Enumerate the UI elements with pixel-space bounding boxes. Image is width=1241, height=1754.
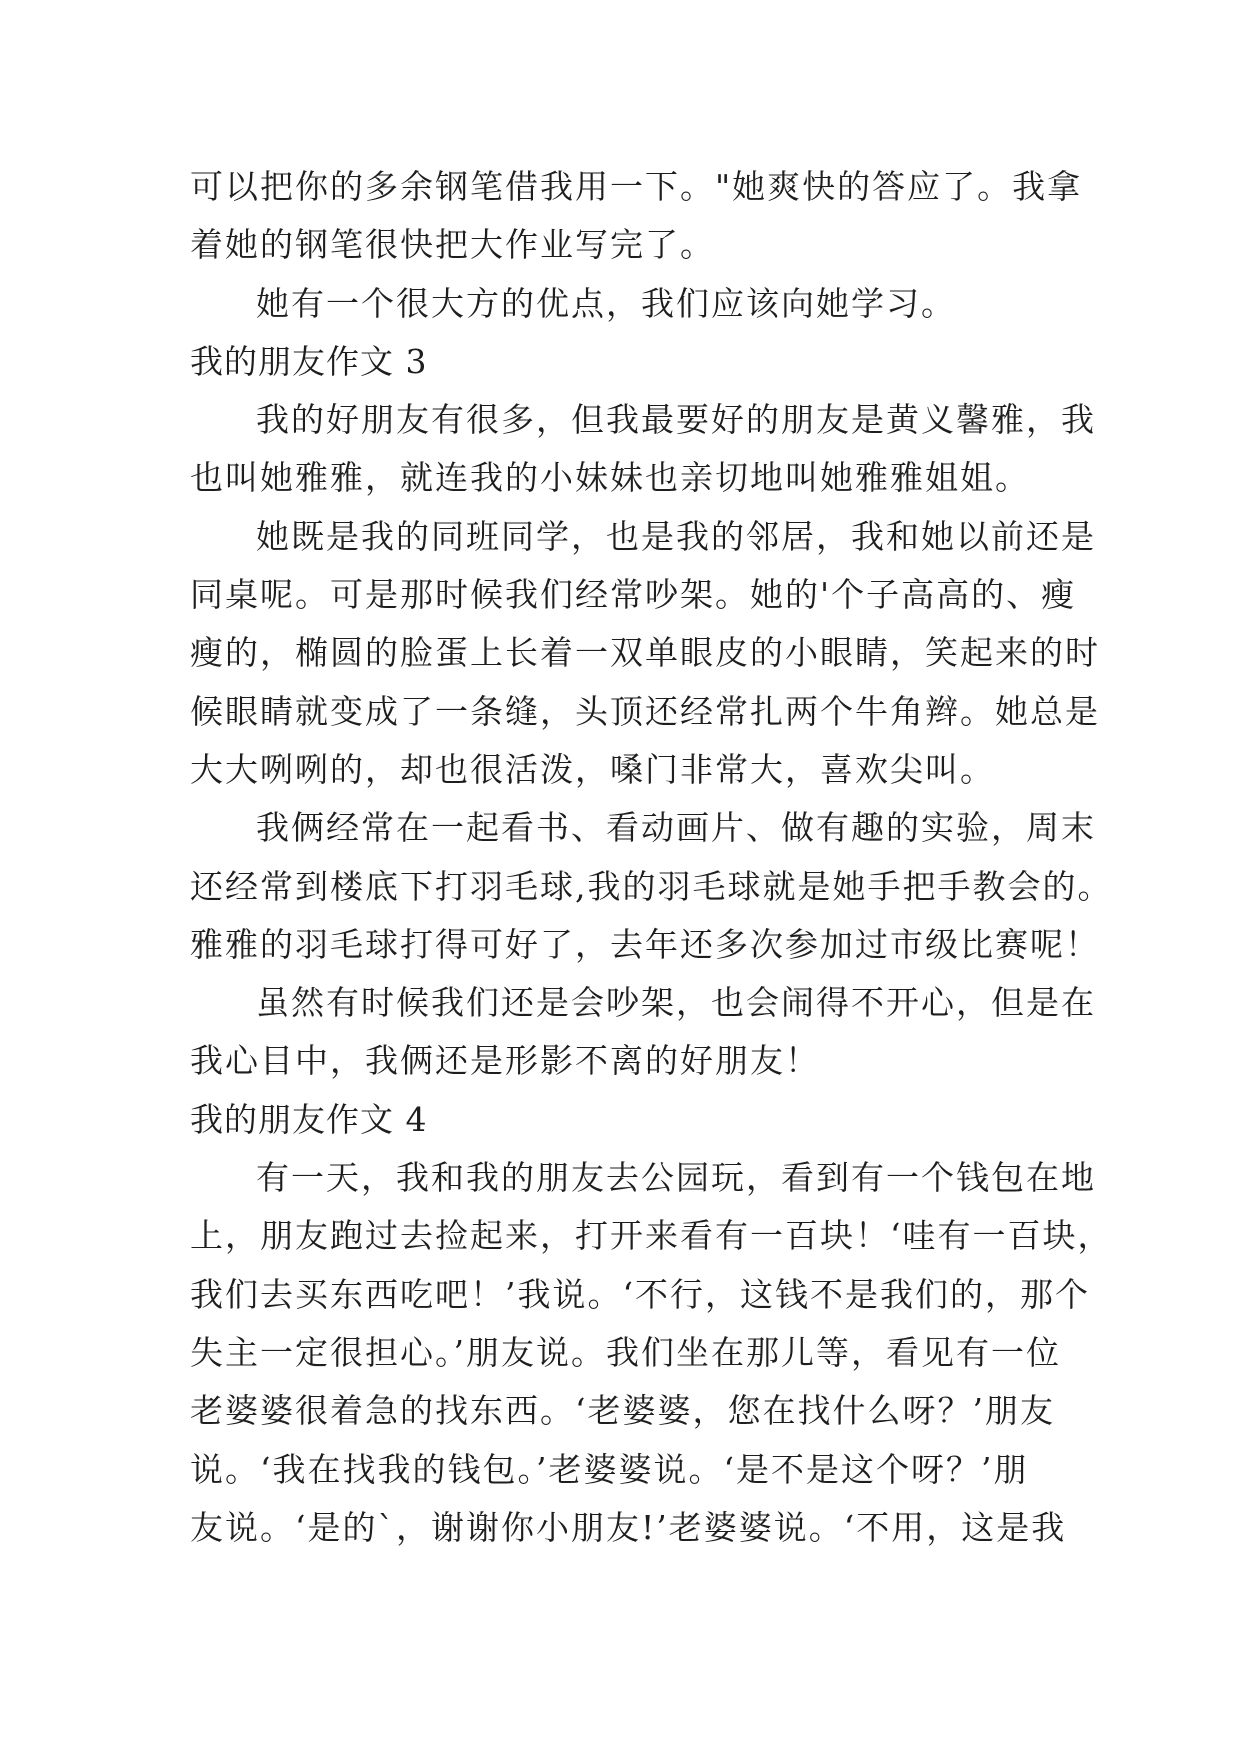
section-heading: 我的朋友作文 4 <box>190 1099 428 1139</box>
text-line: 上，朋友跑过去捡起来，打开来看有一百块！‘哇有一百块， <box>190 1216 1113 1256</box>
text-line: 我心目中，我俩还是形影不离的好朋友！ <box>190 1041 820 1081</box>
text-line: 大大咧咧的，却也很活泼，嗓门非常大，喜欢尖叫。 <box>190 749 995 789</box>
text-line: 还经常到楼底下打羽毛球,我的羽毛球就是她手把手教会的。 <box>190 866 1113 906</box>
text-line: 我俩经常在一起看书、看动画片、做有趣的实验，周末 <box>256 808 1096 848</box>
text-line: 老婆婆很着急的找东西。‘老婆婆，您在找什么呀？’朋友 <box>190 1391 1055 1431</box>
text-line: 候眼睛就变成了一条缝，头顶还经常扎两个牛角辫。她总是 <box>190 691 1100 731</box>
text-line: 可以把你的多余钢笔借我用一下。"她爽快的答应了。我拿 <box>190 167 1083 206</box>
section-heading: 我的朋友作文 3 <box>190 341 428 381</box>
text-line: 她既是我的同班同学，也是我的邻居，我和她以前还是 <box>256 516 1096 556</box>
text-line: 瘦的，椭圆的脸蛋上长着一双单眼皮的小眼睛，笑起来的时 <box>190 633 1100 673</box>
text-line: 我的好朋友有很多，但我最要好的朋友是黄义馨雅，我 <box>256 400 1096 440</box>
text-line: 我们去买东西吃吧！’我说。‘不行，这钱不是我们的，那个 <box>190 1274 1090 1314</box>
text-line: 有一天，我和我的朋友去公园玩，看到有一个钱包在地 <box>256 1158 1096 1198</box>
text-line: 虽然有时候我们还是会吵架，也会闹得不开心，但是在 <box>256 983 1096 1023</box>
text-line: 也叫她雅雅，就连我的小妹妹也亲切地叫她雅雅姐姐。 <box>190 458 1030 498</box>
text-line: 说。‘我在找我的钱包。’老婆婆说。‘是不是这个呀？’朋 <box>190 1449 1029 1489</box>
text-line: 她有一个很大方的优点，我们应该向她学习。 <box>256 283 956 323</box>
document-body <box>190 158 1113 1557</box>
text-line: 失主一定很担心。’朋友说。我们坐在那儿等，看见有一位 <box>190 1332 1061 1372</box>
text-line: 友说。‘是的`，谢谢你小朋友!’老婆婆说。‘不用，这是我 <box>190 1507 1067 1547</box>
text-line: 雅雅的羽毛球打得可好了，去年还多次参加过市级比赛呢！ <box>190 924 1100 964</box>
text-line: 着她的钢笔很快把大作业写完了。 <box>190 225 715 265</box>
text-line: 同桌呢。可是那时候我们经常吵架。她的'个子高高的、瘦 <box>190 575 1077 615</box>
